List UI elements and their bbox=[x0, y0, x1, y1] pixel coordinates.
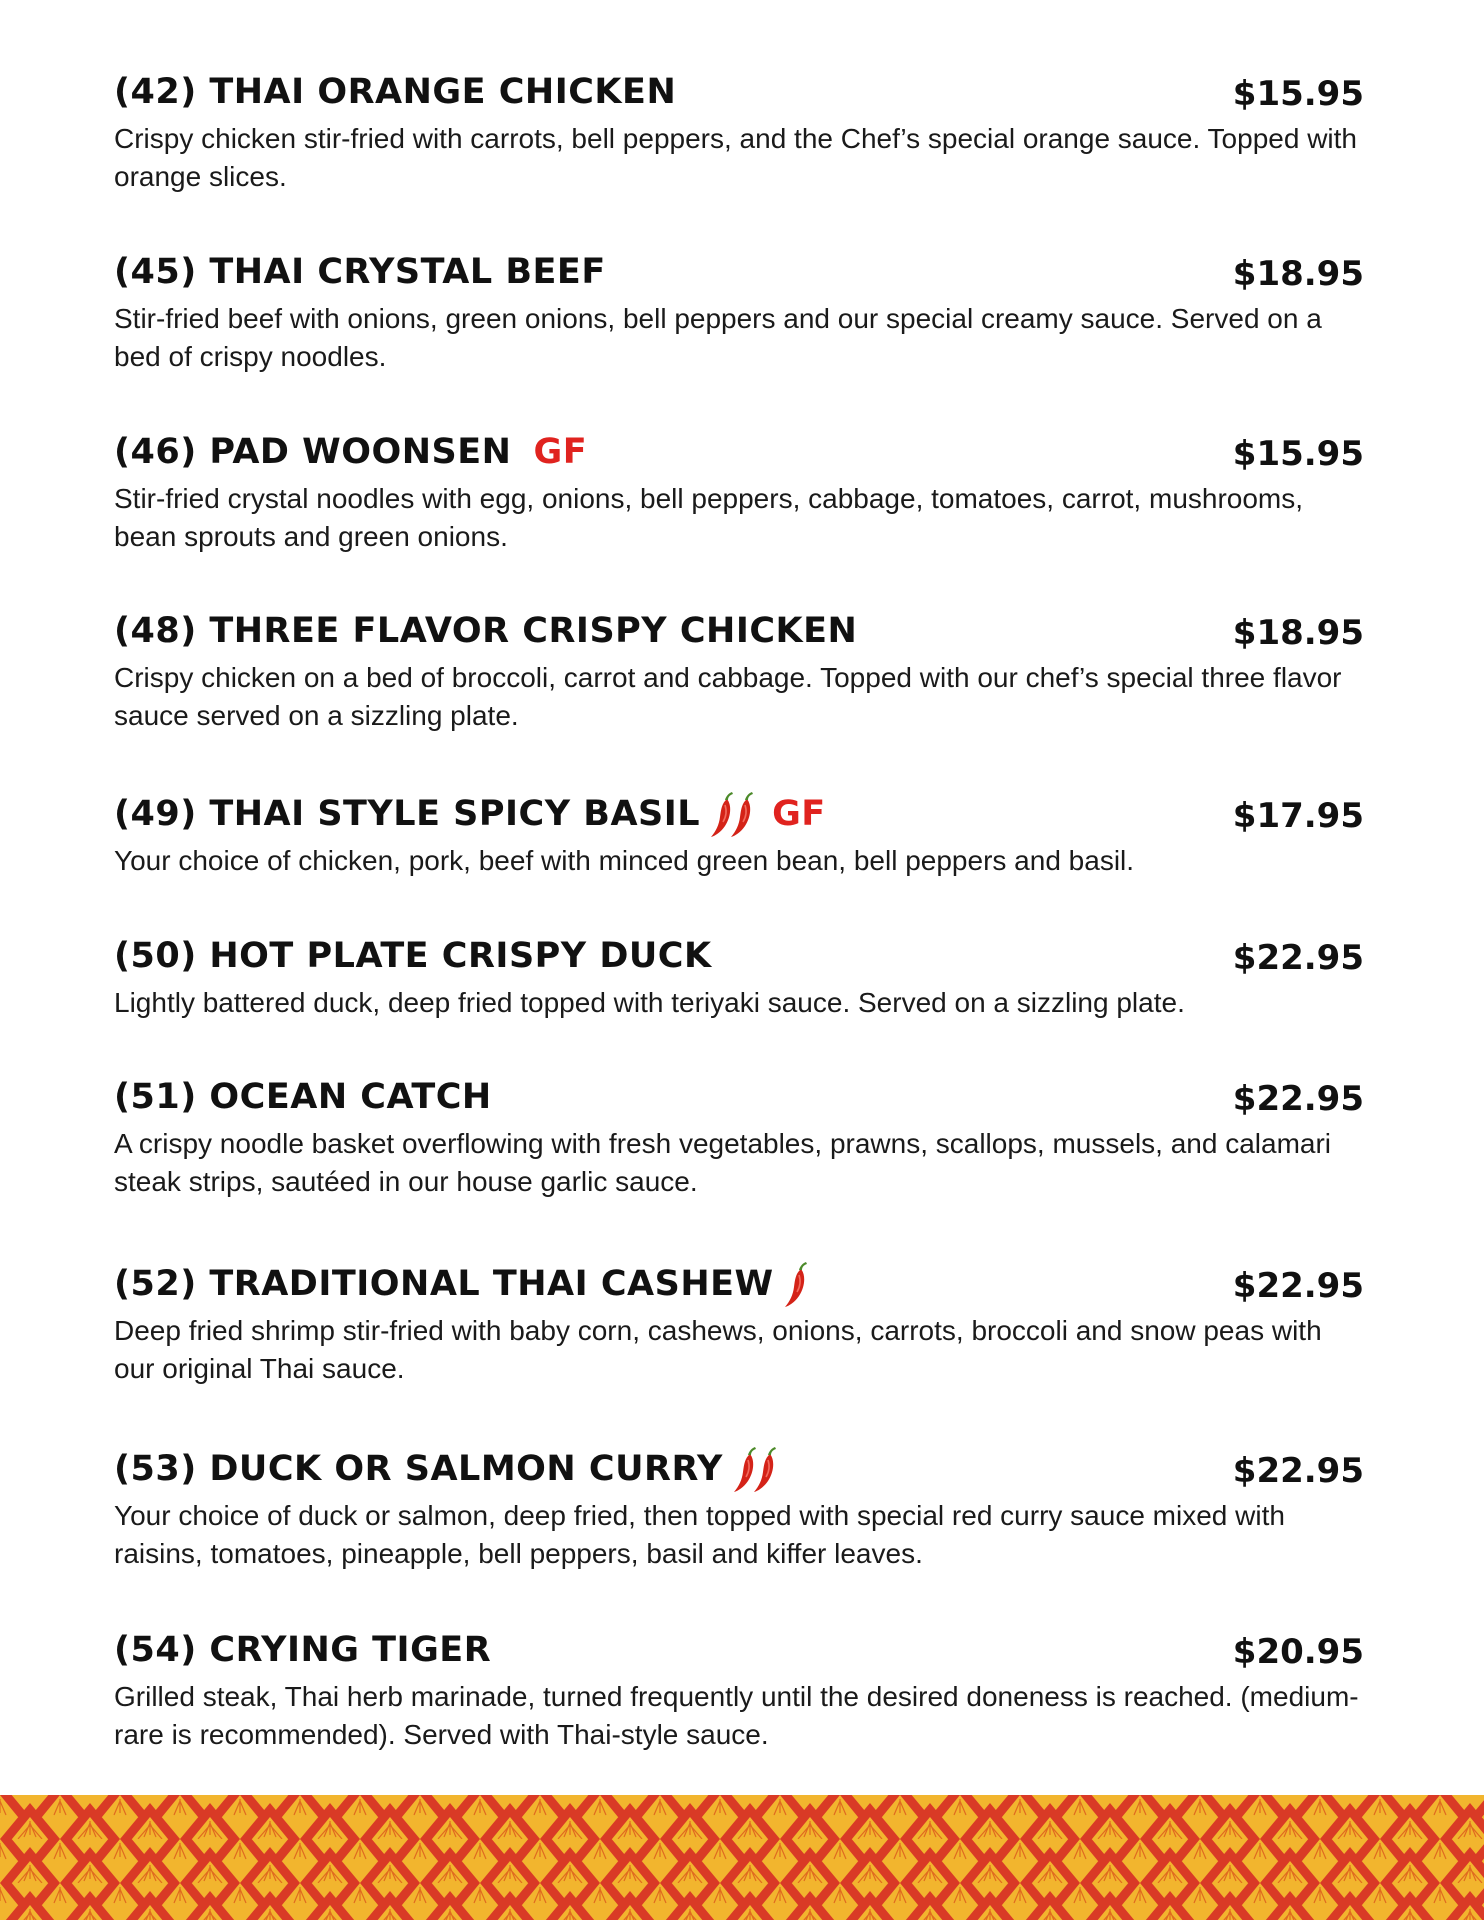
dish-price: $15.95 bbox=[1232, 74, 1364, 114]
dish-description: Stir-fried beef with onions, green onions, bell peppers and our special creamy sauce. Served on a bed of crispy noodles. bbox=[114, 303, 1322, 372]
menu-item bbox=[114, 248, 1364, 376]
chili-pepper-icon bbox=[753, 1444, 779, 1494]
dish-description: Your choice of duck or salmon, deep fried, then topped with special red curry sauce mixed with raisins, tomatoes, pineapple, bell peppers, basil and kiffer leaves. bbox=[114, 1500, 1285, 1569]
menu-item bbox=[114, 1073, 1364, 1201]
dish-name: (51) OCEAN CATCH bbox=[114, 1077, 492, 1117]
menu-item-header bbox=[114, 1073, 1364, 1121]
dish-description: Crispy chicken stir-fried with carrots, bell peppers, and the Chef’s special orange sauce. Topped with orange slices. bbox=[114, 123, 1357, 192]
gluten-free-badge: GF bbox=[772, 794, 826, 834]
dish-name: (53) DUCK OR SALMON CURRY bbox=[114, 1449, 723, 1489]
menu-item bbox=[114, 1626, 1364, 1754]
spice-indicator bbox=[710, 790, 750, 838]
dish-name: (48) THREE FLAVOR CRISPY CHICKEN bbox=[114, 611, 858, 651]
dish-price: $15.95 bbox=[1232, 434, 1364, 474]
dish-name: (49) THAI STYLE SPICY BASIL bbox=[114, 794, 701, 834]
dish-price: $22.95 bbox=[1232, 1266, 1364, 1306]
menu-item-header bbox=[114, 932, 1364, 980]
menu-item bbox=[114, 790, 1364, 880]
menu-item-header bbox=[114, 1260, 1364, 1308]
menu-item-header bbox=[114, 68, 1364, 116]
gluten-free-badge: GF bbox=[533, 432, 588, 472]
dish-price: $22.95 bbox=[1232, 1079, 1364, 1119]
dish-price: $17.95 bbox=[1232, 796, 1364, 836]
dish-description: Stir-fried crystal noodles with egg, onions, bell peppers, cabbage, tomatoes, carrot, mushrooms, bean sprouts and green onions. bbox=[114, 483, 1304, 552]
decorative-thai-pattern-border bbox=[0, 1795, 1484, 1920]
dish-name: (46) PAD WOONSEN bbox=[114, 432, 512, 472]
chili-pepper-icon bbox=[784, 1259, 810, 1309]
dish-description: Deep fried shrimp stir-fried with baby corn, cashews, onions, carrots, broccoli and snow peas with our original Thai sauce. bbox=[114, 1315, 1322, 1384]
menu-item-header bbox=[114, 1445, 1364, 1493]
menu-item bbox=[114, 607, 1364, 735]
dish-description: Crispy chicken on a bed of broccoli, carrot and cabbage. Topped with our chef’s special three flavor sauce served on a sizzling plate. bbox=[114, 662, 1342, 731]
menu-item-header bbox=[114, 1626, 1364, 1674]
dish-name: (45) THAI CRYSTAL BEEF bbox=[114, 252, 606, 292]
dish-description: A crispy noodle basket overflowing with fresh vegetables, prawns, scallops, mussels, and calamari steak strips, sautéed in our house garlic sauce. bbox=[114, 1128, 1332, 1197]
chili-pepper-icon bbox=[730, 789, 756, 839]
menu-item bbox=[114, 68, 1364, 196]
menu-item-header bbox=[114, 607, 1364, 655]
menu-item bbox=[114, 932, 1364, 1022]
dish-description: Lightly battered duck, deep fried topped with teriyaki sauce. Served on a sizzling plate. bbox=[114, 987, 1185, 1018]
menu-item bbox=[114, 428, 1364, 556]
dish-name: (52) TRADITIONAL THAI CASHEW bbox=[114, 1264, 774, 1304]
dish-name: (54) CRYING TIGER bbox=[114, 1630, 492, 1670]
spice-indicator bbox=[733, 1445, 773, 1493]
dish-price: $18.95 bbox=[1232, 254, 1364, 294]
dish-price: $18.95 bbox=[1232, 613, 1364, 653]
dish-price: $20.95 bbox=[1232, 1632, 1364, 1672]
dish-name: (42) THAI ORANGE CHICKEN bbox=[114, 72, 677, 112]
spice-indicator bbox=[784, 1260, 804, 1308]
dish-description: Grilled steak, Thai herb marinade, turned frequently until the desired doneness is reached. (medium-rare is recommended). Served with Thai-style sauce. bbox=[114, 1681, 1359, 1750]
dish-name: (50) HOT PLATE CRISPY DUCK bbox=[114, 936, 712, 976]
dish-description: Your choice of chicken, pork, beef with minced green bean, bell peppers and basil. bbox=[114, 845, 1135, 876]
menu-item bbox=[114, 1445, 1364, 1573]
menu-item bbox=[114, 1260, 1364, 1388]
dish-price: $22.95 bbox=[1232, 938, 1364, 978]
menu-item-header bbox=[114, 248, 1364, 296]
dish-price: $22.95 bbox=[1232, 1451, 1364, 1491]
menu-item-header bbox=[114, 428, 1364, 476]
menu-item-header bbox=[114, 790, 1364, 838]
